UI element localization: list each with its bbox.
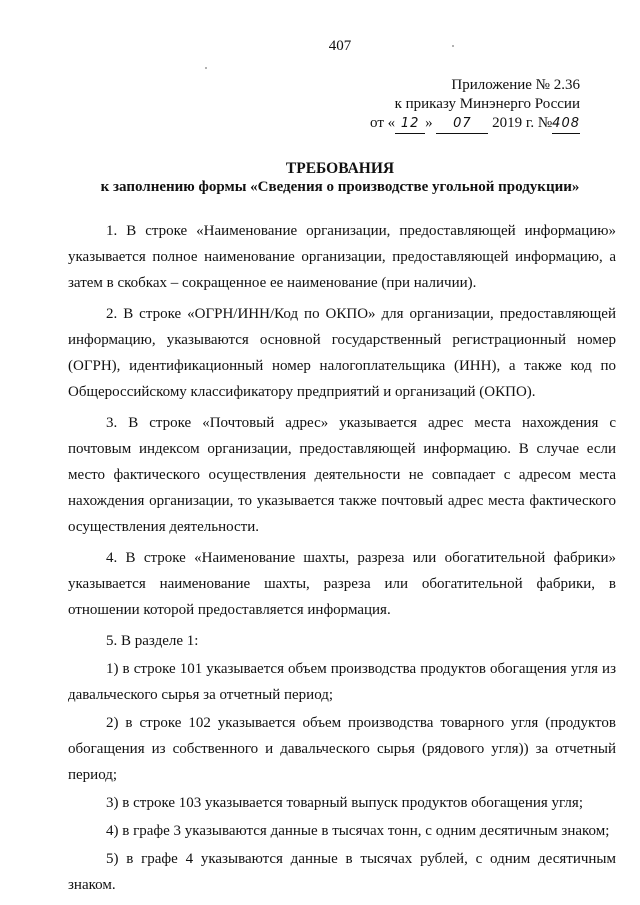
date-prefix: от « bbox=[370, 115, 396, 131]
appendix-header bbox=[370, 76, 580, 134]
date-mid: » bbox=[425, 115, 433, 131]
appendix-order-reference: к приказу Минэнерго России bbox=[394, 96, 580, 112]
list-item-2: 2) в строке 102 указывается объем производства товарного угля (продуктов обогащения из собственного и давальческого сырья (рядового угля)) за отчетный период; bbox=[68, 715, 616, 783]
document-subtitle: к заполнению формы «Сведения о производстве угольной продукции» bbox=[100, 179, 580, 195]
page-number: 407 bbox=[328, 38, 352, 54]
scan-speck bbox=[452, 45, 454, 47]
paragraph-4: 4. В строке «Наименование шахты, разреза или обогатительной фабрики» указывается наименование шахты, разреза или обогатительной фабрики, в отношении которой предоставляется информация. bbox=[68, 550, 616, 618]
appendix-date-line bbox=[370, 114, 580, 134]
list-item-3: 3) в строке 103 указывается товарный выпуск продуктов обогащения угля; bbox=[106, 795, 583, 811]
list-item-5: 5) в графе 4 указываются данные в тысячах рублей, с одним десятичным знаком. bbox=[68, 851, 616, 893]
paragraph-3: 3. В строке «Почтовый адрес» указывается адрес места нахождения с почтовым индексом организации, предоставляющей информацию. В случае если место фактического осуществления деятельности не совпадает с адресом места нахождения организации, то указывается также почтовый адрес места фактического осуществления деятельности. bbox=[68, 415, 616, 535]
list-item-4: 4) в графе 3 указываются данные в тысячах тонн, с одним десятичным знаком; bbox=[106, 823, 610, 839]
date-day: 12 bbox=[395, 114, 425, 134]
order-number: 408 bbox=[552, 114, 580, 134]
date-year: 2019 г. № bbox=[492, 115, 553, 131]
paragraph-5: 5. В разделе 1: bbox=[106, 633, 199, 649]
paragraph-1: 1. В строке «Наименование организации, предоставляющей информацию» указывается полное наименование организации, предоставляющей информацию, а затем в скобках – сокращенное ее наименование (при наличии). bbox=[68, 223, 616, 291]
paragraph-2: 2. В строке «ОГРН/ИНН/Код по ОКПО» для организации, предоставляющей информацию, указываются основной государственный регистрационный номер (ОГРН), идентификационный номер налогоплательщика (ИНН), а также код по Общероссийскому классификатору предприятий и организаций (ОКПО). bbox=[68, 306, 616, 400]
list-item-1: 1) в строке 101 указывается объем производства продуктов обогащения угля из давальческого сырья за отчетный период; bbox=[68, 661, 616, 703]
document-body bbox=[68, 218, 616, 900]
document-title: ТРЕБОВАНИЯ bbox=[285, 160, 395, 177]
scan-speck bbox=[205, 67, 207, 69]
appendix-title: Приложение № 2.36 bbox=[451, 77, 580, 93]
date-month: 07 bbox=[436, 114, 488, 134]
